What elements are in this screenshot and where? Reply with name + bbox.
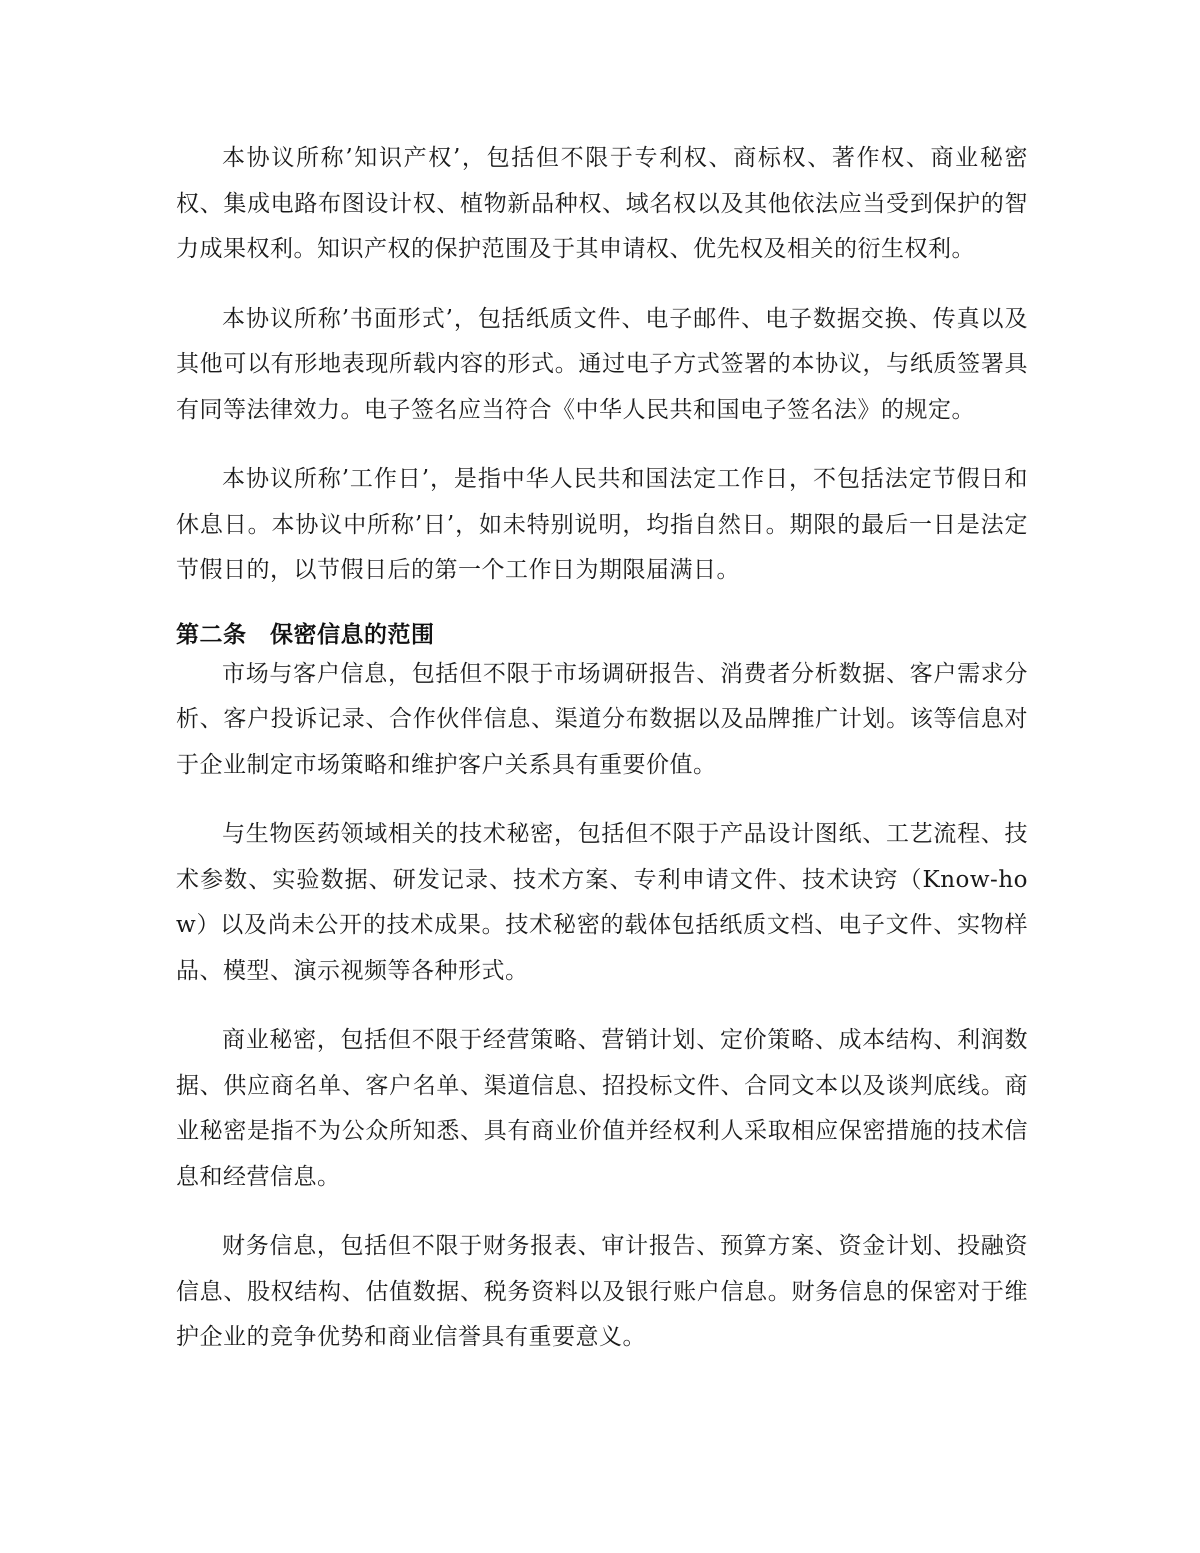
paragraph-market-customer-info: 市场与客户信息，包括但不限于市场调研报告、消费者分析数据、客户需求分析、客户投诉记录、合作伙伴信息、渠道分布数据以及品牌推广计划。该等信息对于企业制定市场策略和维护客户关系具有重要价值。 (176, 660, 1028, 778)
paragraph-working-day-definition: 本协议所称’工作日’，是指中华人民共和国法定工作日，不包括法定节假日和休息日。本协议中所称’日’，如未特别说明，均指自然日。期限的最后一日是法定节假日的，以节假日后的第一个工作日为期限届满日。 (176, 466, 1028, 583)
paragraph-trade-secrets: 商业秘密，包括但不限于经营策略、营销计划、定价策略、成本结构、利润数据、供应商名单、客户名单、渠道信息、招投标文件、合同文本以及谈判底线。商业秘密是指不为公众所知悉、具有商业价值并经权利人采取相应保密措施的技术信息和经营信息。 (176, 1027, 1028, 1190)
section-heading-article-2: 第二条 保密信息的范围 (176, 621, 435, 648)
paragraph-written-form-definition: 本协议所称’书面形式’，包括纸质文件、电子邮件、电子数据交换、传真以及其他可以有形地表现所载内容的形式。通过电子方式签署的本协议，与纸质签署具有同等法律效力。电子签名应当符合《中华人民共和国电子签名法》的规定。 (176, 305, 1028, 423)
document-body (176, 136, 1028, 1385)
paragraph-financial-info: 财务信息，包括但不限于财务报表、审计报告、预算方案、资金计划、投融资信息、股权结构、估值数据、税务资料以及银行账户信息。财务信息的保密对于维护企业的竞争优势和商业信誉具有重要意义。 (176, 1233, 1028, 1350)
paragraph-technical-secrets: 与生物医药领域相关的技术秘密，包括但不限于产品设计图纸、工艺流程、技术参数、实验数据、研发记录、技术方案、专利申请文件、技术诀窍（Know-how）以及尚未公开的技术成果。技术秘密的载体包括纸质文档、电子文件、实物样品、模型、演示视频等各种形式。 (176, 821, 1028, 984)
paragraph-intellectual-property-definition: 本协议所称’知识产权’，包括但不限于专利权、商标权、著作权、商业秘密权、集成电路布图设计权、植物新品种权、域名权以及其他依法应当受到保护的智力成果权利。知识产权的保护范围及于其申请权、优先权及相关的衍生权利。 (176, 145, 1028, 262)
